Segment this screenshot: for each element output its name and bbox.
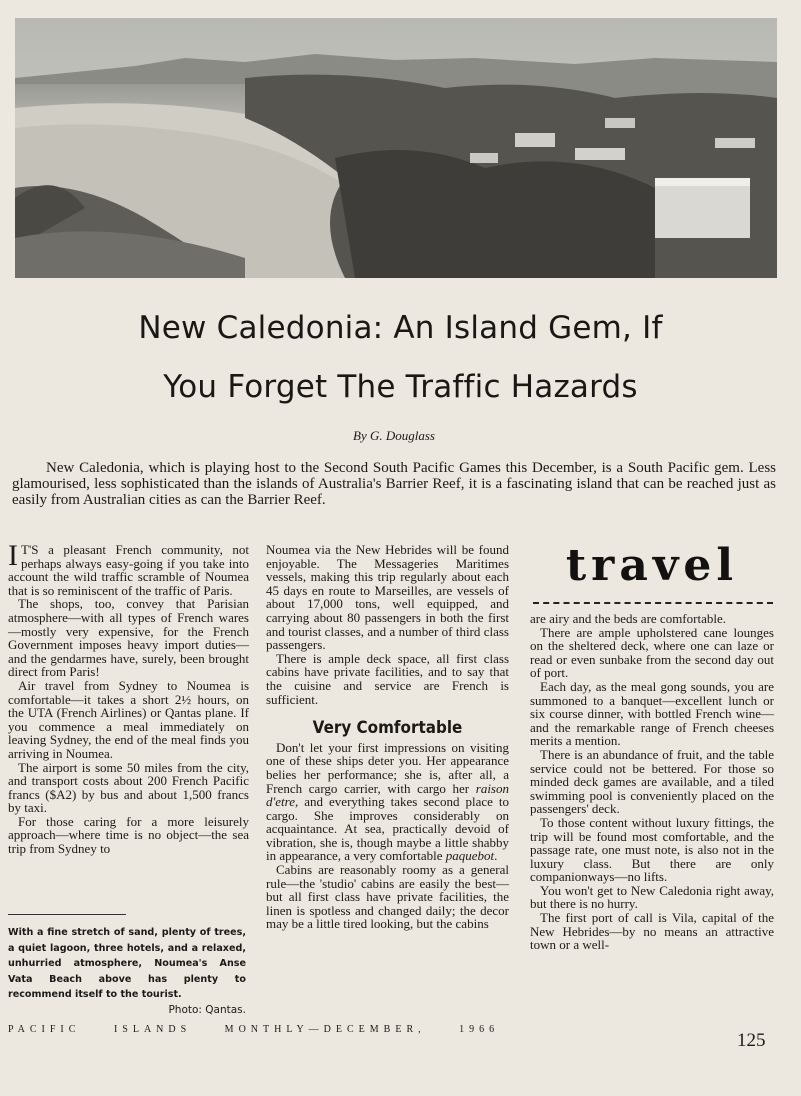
footer-word: 1966 <box>459 1024 500 1035</box>
beach-photo <box>15 18 777 278</box>
column-1 <box>8 539 249 857</box>
photo-caption <box>8 925 246 1018</box>
footer-word: MONTHLY—DECEMBER, <box>224 1024 426 1035</box>
caption-divider <box>8 914 126 915</box>
column-2 <box>266 543 509 931</box>
italic-phrase: raison d'etre <box>266 780 509 810</box>
footer-word: ISLANDS <box>113 1024 192 1035</box>
running-footer <box>8 1024 608 1035</box>
paragraph: To those content without luxury fittings, the trip will be found most comfortable, and the passage rate, one must note, is also not in the luxury class. But there are only companionways—no lifts. <box>530 814 774 885</box>
paragraph <box>8 539 249 598</box>
page-number: 125 <box>737 1030 766 1051</box>
paragraph-text: T'S a pleasant French community, not perhaps always easy-going if you take into account the wild traffic scramble of Noumea that is so reminiscent of the traffic of Paris. <box>8 542 249 598</box>
photo-credit: Photo: Qantas. <box>168 1003 246 1016</box>
drop-cap: I <box>8 539 18 572</box>
paragraph: are airy and the beds are comfortable. <box>530 611 726 626</box>
paragraph: Each day, as the meal gong sounds, you are summoned to a banquet—excellent lunch or six course dinner, with bottled French wine—and the remarkable range of French cheeses merits a mention. <box>530 678 774 749</box>
paragraph: Air travel from Sydney to Noumea is comfortable—it takes a short 2½ hours, on the UTA (French Airlines) or Qantas plane. If you commence a meal immediately on leaving Sydney, the end of the meal finds you arriving in Noumea. <box>8 677 249 761</box>
paragraph <box>266 741 509 863</box>
paragraph-text: . <box>494 848 498 864</box>
caption-text: With a fine stretch of sand, plenty of trees, a quiet lagoon, three hotels, and a relaxed, unhurried atmosphere, Noumea's Anse Vata Beach above has plenty to recommend itself to the tourist. <box>8 927 246 1000</box>
footer-word: PACIFIC <box>8 1024 81 1035</box>
paragraph: You won't get to New Caledonia right away, but there is no hurry. <box>530 882 774 912</box>
paragraph: Cabins are reasonably roomy as a general rule—the 'studio' cabins are easily the best—but all first class have private facilities, the linen is spotless and changed daily; the decor may be a little tired looking, but the cabins <box>266 862 509 932</box>
paragraph: The shops, too, convey that Parisian atmosphere—with all types of French wares—mostly very expensive, for the French Government imposes heavy import duties—and the gendarmes have, surely, been brought direct from Paris! <box>8 596 249 680</box>
intro-paragraph: New Caledonia, which is playing host to the Second South Pacific Games this December, is a South Pacific gem. Less glamourised, less sophisticated than the islands of Australia's Barrier Reef, it is a fascinating island that can be reached just as easily from Australian cities as can the Barrier Reef. <box>12 460 776 508</box>
paragraph: For those caring for a more leisurely approach—where time is no object—the sea trip from Sydney to <box>8 813 249 857</box>
subheading: Very Comfortable <box>312 718 463 738</box>
paragraph: There is an abundance of fruit, and the table service could not be bettered. For those so minded deck games are available, and a tiled swimming pool is conveniently placed on the passengers' deck. <box>530 746 774 817</box>
dashed-divider <box>533 602 773 604</box>
paragraph: The airport is some 50 miles from the city, and transport costs about 200 French Pacific francs ($A2) by bus and about 1,500 francs by taxi. <box>8 759 249 816</box>
paragraph-text: , and everything takes second place to cargo. She improves considerably on acquaintance. At sea, practically devoid of vibration, she is, though maybe a little shabby in appearance, a very comfortable <box>266 794 509 864</box>
column-3 <box>530 612 774 952</box>
paragraph-text: Don't let your first impressions on visiting one of these ships deter you. Her appearance belies her performance; she is, after all, a French cargo carrier, with cargo her <box>266 739 509 796</box>
article-title-line2: You Forget The Traffic Hazards <box>163 369 638 405</box>
section-tag: travel <box>565 540 739 591</box>
article-title-line1: New Caledonia: An Island Gem, If <box>138 310 663 346</box>
paragraph: Noumea via the New Hebrides will be found enjoyable. The Messageries Maritimes vessels, making this trip regularly about each 45 days en route to Marseilles, are vessels of about 17,000 tons, well equipped, and carrying about 80 passengers in both the first and tourist classes, and a number of third class passengers. <box>266 542 509 653</box>
paragraph: The first port of call is Vila, capital of the New Hebrides—by no means an attractive town or a well- <box>530 910 774 953</box>
paragraph: There is ample deck space, all first class cabins have private facilities, and to say that the cuisine and service are French is sufficient. <box>266 650 509 707</box>
byline: By G. Douglass <box>353 428 435 443</box>
italic-phrase: paquebot <box>445 848 495 864</box>
paragraph: There are ample upholstered cane lounges on the sheltered deck, where one can laze or read or even sunbake from the second day out of port. <box>530 624 774 681</box>
